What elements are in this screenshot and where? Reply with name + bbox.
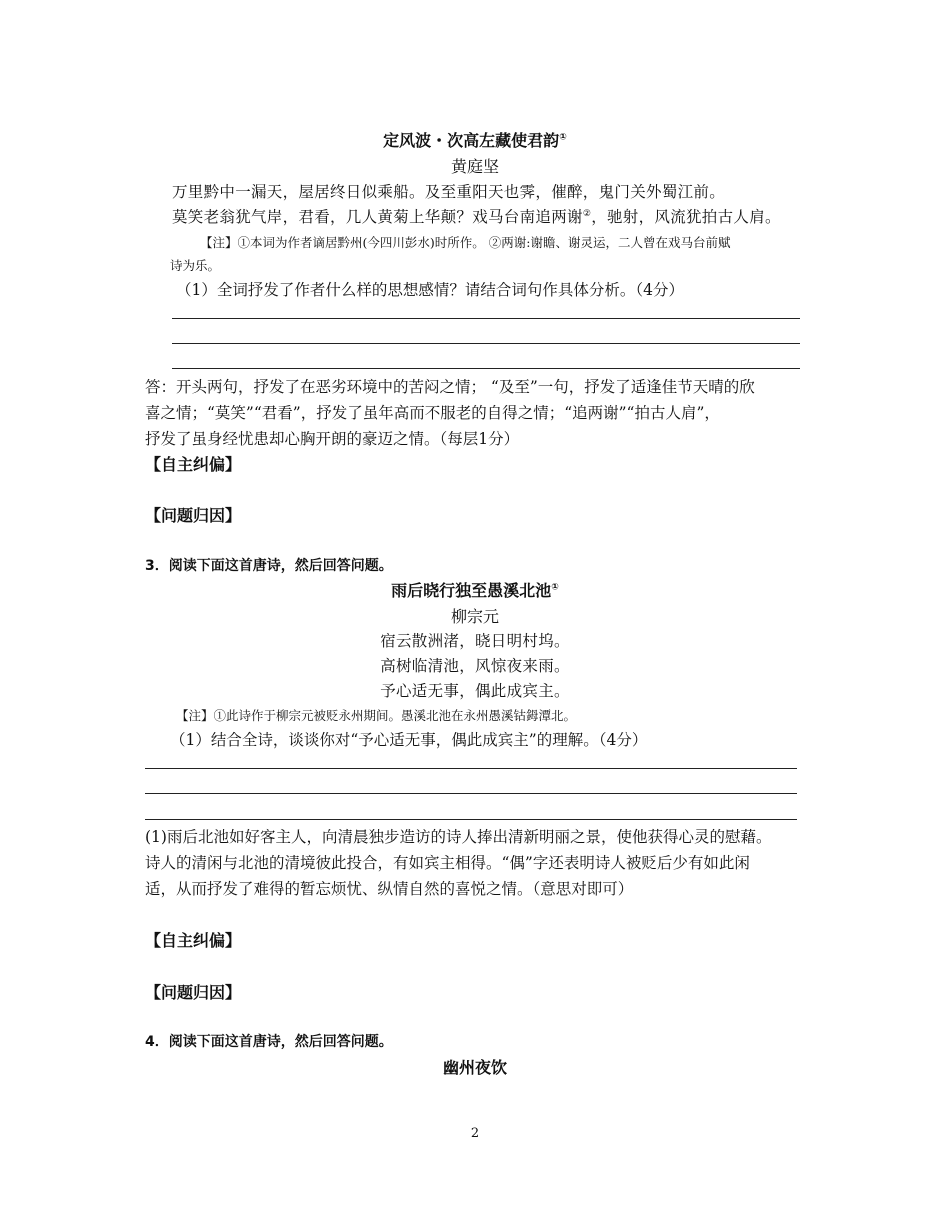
answer-text: (1)雨后北池如好客主人，向清晨独步造访的诗人捧出清新明丽之景，使他获得心灵的慰藉。 [145, 828, 772, 846]
self-correct-heading: 【自主纠偏】 [145, 931, 242, 950]
poem-author-huangtingjian: 黄庭坚 [450, 157, 499, 176]
answer-text: 答：开头两句，抒发了在恶劣环境中的苦闷之情； “及至”一句，抒发了适逢佳节天晴的欣 [145, 378, 755, 396]
poem-line: 万里黔中一漏天，屋居终日似乘船。及至重阳天也霁，催醉，鬼门关外蜀江前。 [172, 183, 726, 201]
poem-line: 高树临清池，风惊夜来雨。 [380, 657, 570, 675]
answer-line [172, 343, 800, 344]
answer-line [172, 368, 800, 369]
answer-line [145, 793, 797, 794]
footnote-marker: ② [582, 208, 592, 219]
question-heading-3: 3．阅读下面这首唐诗，然后回答问题。 [145, 558, 393, 574]
answer-line [172, 318, 800, 319]
poem-note: 【注】①本词为作者谪居黔州(今四川彭水)时所作。 ②两谢:谢瞻、谢灵运，二人曾在戏马台前赋 [200, 235, 731, 250]
poem-line: 宿云散洲渚，晓日明村坞。 [380, 632, 570, 650]
answer-line [145, 768, 797, 769]
problem-cause-heading: 【问题归因】 [145, 506, 242, 525]
poem-note-continued: 诗为乐。 [170, 258, 221, 273]
footnote-marker: ① [551, 582, 559, 593]
answer-line [145, 819, 797, 820]
poem-line: 予心适无事，偶此成宾主。 [380, 682, 570, 700]
poem-author-liuzongyuan: 柳宗元 [450, 607, 499, 626]
answer-text: 喜之情；“莫笑”“君看”，抒发了虽年高而不服老的自得之情；“追两谢”“拍古人肩”， [145, 404, 720, 422]
footnote-marker: ① [559, 132, 567, 143]
page-number: 2 [470, 1126, 480, 1141]
poem-note: 【注】①此诗作于柳宗元被贬永州期间。愚溪北池在永州愚溪钴鉧潭北。 [176, 708, 577, 723]
question-1: （1）结合全诗，谈谈你对“予心适无事，偶此成宾主”的理解。（4分） [170, 731, 648, 749]
self-correct-heading: 【自主纠偏】 [145, 455, 242, 474]
poem-title-youzhou: 幽州夜饮 [442, 1058, 507, 1077]
answer-text: 适，从而抒发了难得的暂忘烦忧、纵情自然的喜悦之情。（意思对即可） [145, 880, 634, 898]
answer-text: 诗人的清闲与北池的清境彼此投合，有如宾主相得。“偶”字还表明诗人被贬后少有如此闲 [145, 854, 750, 872]
question-1: （1）全词抒发了作者什么样的思想感情？请结合词句作具体分析。（4分） [176, 281, 684, 299]
poem-title-dingfengbo: 定风波・次高左藏使君韵① [383, 131, 567, 150]
answer-text: 抒发了虽身经忧患却心胸开朗的豪迈之情。（每层1分） [145, 430, 520, 448]
problem-cause-heading: 【问题归因】 [145, 983, 242, 1002]
poem-line: 莫笑老翁犹气岸，君看，几人黄菊上华颠？戏马台南追两谢②，驰射，风流犹拍古人肩。 [172, 208, 781, 226]
question-heading-4: 4．阅读下面这首唐诗，然后回答问题。 [145, 1034, 393, 1050]
poem-title-yuxi: 雨后晓行独至愚溪北池① [391, 581, 559, 600]
